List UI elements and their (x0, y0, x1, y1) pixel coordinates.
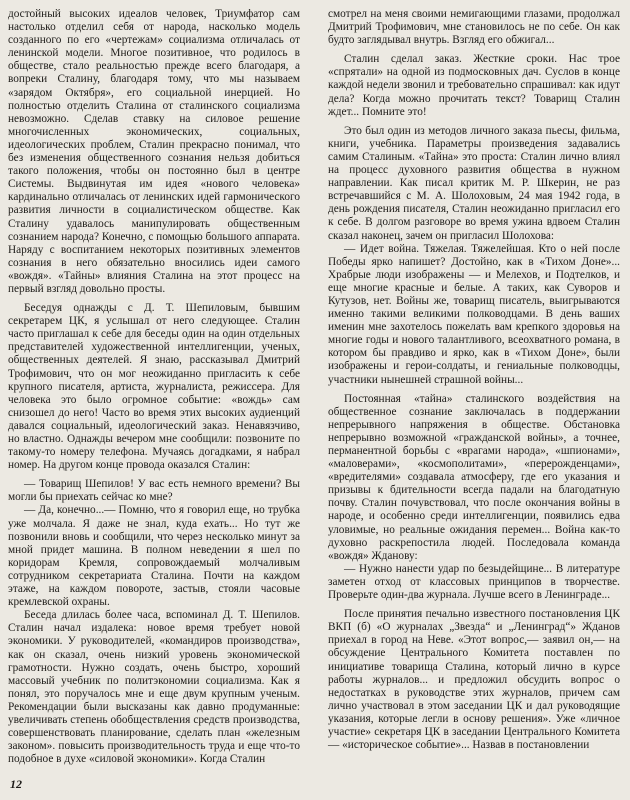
paragraph: — Идет война. Тяжелая. Тяжелейшая. Кто о ней после Победы ярко напишет? Достойно, как в «Тихом Доне»... Храбрые люди изображены — и Мелехов, и Подтелков, и еще многие красные и белые. А таких, как Суворов и Кутузов, нет. Войны же, товарищ писатель, выигрываются именно такими великими полководцами. В день ваших именин мне захотелось пожелать вам крепкого здоровья на многие годы и нового талантливого, всеохватного романа, в котором бы правдиво и ярко, как в «Тихом Доне», были изображены и герои-солдаты, и гениальные полководцы, участники нынешней страшной войны... (328, 242, 620, 386)
paragraph: Постоянная «тайна» сталинского воздействия на общественное сознание заключалась в поддержании непрерывного напряжения в обществе. Обстановка непрерывно возможной «гражданской войны», а точнее, перманентной борьбы с «врагами народа», «шпионами», «маловерами», «космополитами», «перерожденцами», «вредителями» создавала атмосферу, где его указания и призывы к бдительности всегда падали на благодатную почву. Сталин почувствовал, что после окончания войны в народе, и особенно среди интеллигенции, появились едва уловимые, но реальные ожидания перемен... Война как-то духовно раскрепостила людей. Последовала команда «вождя» Жданову: (328, 392, 620, 562)
paragraph: — Да, конечно...— Помню, что я говорил еще, но трубка уже молчала. Я даже не знал, куда ехать... Но тут же позвонили вновь и сообщили, что через несколько минут за мной придет машина. В полном неведении я шел по коридорам Кремля, сопровождаемый молчаливым сотрудником секретариата Сталина. Почти на каждом этаже, на каждом повороте, застыв, стояли часовые кремлевской охраны. (8, 504, 300, 609)
paragraph: смотрел на меня своими немигающими глазами, продолжал Дмитрий Трофимович, мне становилось не по себе. Он как будто заглядывал внутрь. Взгляд его обжигал... (328, 8, 620, 47)
right-text-column (328, 8, 620, 752)
paragraph: Беседуя однажды с Д. Т. Шепиловым, бывшим секретарем ЦК, я услышал от него следующее. Сталин часто приглашал к себе для беседы один на один отдельных представителей художественной интеллигенции, ученых, общественных деятелей. Я знаю, рассказывал Дмитрий Трофимович, что он мог неожиданно пригласить к себе крупного писателя, артиста, журналиста, режиссера. Для человека это было огромное событие: «вождь» сам снизошел до него! Часто во время этих высоких аудиенций давался социальный, идеологический заказ. Ненавязчиво, но властно. Однажды вечером мне сообщили: позвоните по такому-то номеру телефона. Мучаясь догадками, я набрал номер. На другом конце провода оказался Сталин: (8, 302, 300, 472)
left-text-column (8, 8, 300, 766)
page-number: 12 (10, 777, 22, 791)
paragraph: Сталин сделал заказ. Жесткие сроки. Нас трое «спрятали» на одной из подмосковных дач. Суслов в конце каждой недели звонил и требовательно спрашивал: как идут дела? Когда можно прочитать текст? Товарищ Сталин ждет... Помните это! (328, 53, 620, 118)
paragraph: — Товарищ Шепилов! У вас есть немного времени? Вы могли бы приехать сейчас ко мне? (8, 478, 300, 504)
paragraph: После принятия печально известного постановления ЦК ВКП (б) «О журналах „Звезда“ и „Ленинград“» Жданов приехал в город на Неве. «Этот вопрос,— заявил он,— на обсуждение Центрального Комитета поставлен по инициативе товарища Сталина, который лично в курсе работы журналов... и предложил обсудить вопрос о недостатках в руководстве этих журналов, причем сам лично участвовал в этом заседании ЦК и дал руководящие указания, которые легли в основу решения». Уже «личное участие» секретаря ЦК в заседании Центрального Комитета — «историческое событие»... Назвав в постановлении (328, 608, 620, 752)
paragraph: — Нужно нанести удар по безыдейщине... В литературе заметен отход от классовых принципов в творчестве. Проверьте один-два журнала. Лучше всего в Ленинграде... (328, 562, 620, 602)
paragraph: Это был один из методов личного заказа пьесы, фильма, книги, учебника. Параметры произведения задавались самим Сталиным. «Тайна» это проста: Сталин лично влиял на процесс духовного развития общества в нужном направлении. Как писал критик М. Р. Шкерин, не раз встречавшийся с М. А. Шолоховым, 24 мая 1942 года, в день рождения писателя, Сталин неожиданно пригласил его к себе. В долгом разговоре во время ужина вдвоем Сталин сказал наконец, зачем он пригласил Шолохова: (328, 124, 620, 242)
paragraph: достойный высоких идеалов человек, Триумфатор сам настолько отделил себя от народа, насколько модель созданного по его «чертежам» социализма отличалась от ленинской модели. Многое позитивное, что родилось в обществе, стало реальностью прежде всего благодаря, а вопреки Сталину, благодаря тому, что мы называем «зарядом Октября», его социальной инерцией. Но полностью отделить Сталина от сталинского социализма невозможно. Сделав ставку на силовое решение многочисленных экономических, социальных, идеологических проблем, Сталин прекрасно понимал, что без изменения общественного сознания нельзя добиться такого положения, чтобы он постоянно был в центре Системы. Выдвинутая им идея «нового человека» кардинально отличалась от ленинских идей гармонического развития личности в социалистическом обществе. Как Сталину удавалось манипулировать общественным сознанием народа? Конечно, с помощью большого аппарата. Наряду с воспитанием некоторых позитивных элементов сознания в него обязательно вносились идеи самого «вождя». «Тайны» влияния Сталина на этот процесс на первый взгляд довольно просты. (8, 8, 301, 295)
paragraph: Беседа длилась более часа, вспоминал Д. Т. Шепилов. Сталин начал издалека: новое время требует новой экономики. У руководителей, «командиров производства», как он сказал, очень низкий уровень экономической грамотности. Нужно создать, очень быстро, хороший массовый учебник по политэкономии социализма. Как я понял, это поручалось мне и еще двум крупным ученым. Рекомендации были высказаны как давно продуманные: увеличивать степень обобществления средств производства, совершенствовать планирование, сделать план «железным законом». повысить производительность труда и еще что-то подобное в духе «силовой экономики». Когда Сталин (8, 609, 300, 766)
